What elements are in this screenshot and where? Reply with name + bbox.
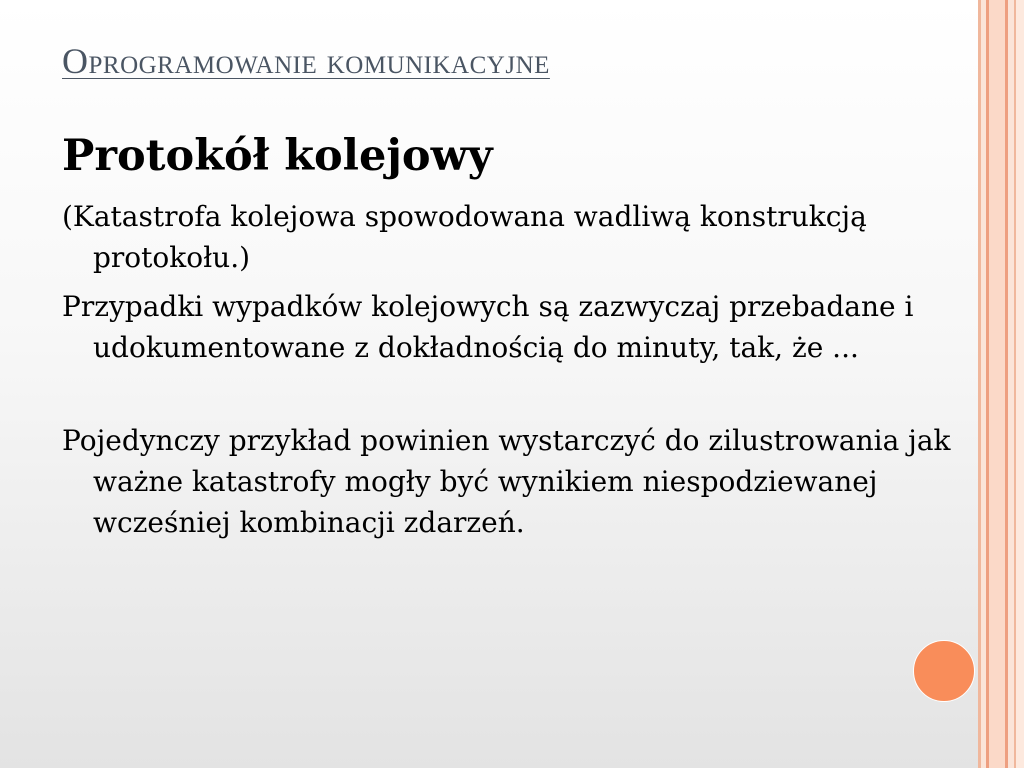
slide-heading: Protokół kolejowy xyxy=(62,131,493,181)
spacer xyxy=(62,376,962,420)
paragraph: Przypadki wypadków kolejowych są zazwyczaj przebadane i udokumentowane z dokładnością do minuty, tak, że ... xyxy=(62,290,914,364)
slide-content xyxy=(62,128,962,551)
stripe xyxy=(989,0,1005,768)
slide-title: Oprogramowanie komunikacyjne xyxy=(62,41,550,81)
paragraph: (Katastrofa kolejowa spowodowana wadliwą konstrukcją protokołu.) xyxy=(62,200,867,274)
decorative-circle xyxy=(913,640,975,702)
decorative-stripes xyxy=(978,0,1024,768)
stripe xyxy=(1016,0,1024,768)
paragraph: Pojedynczy przykład powinien wystarczyć do zilustrowania jak ważne katastrofy mogły być wynikiem niespodziewanej wcześniej kombinacji zdarzeń. xyxy=(62,424,951,539)
